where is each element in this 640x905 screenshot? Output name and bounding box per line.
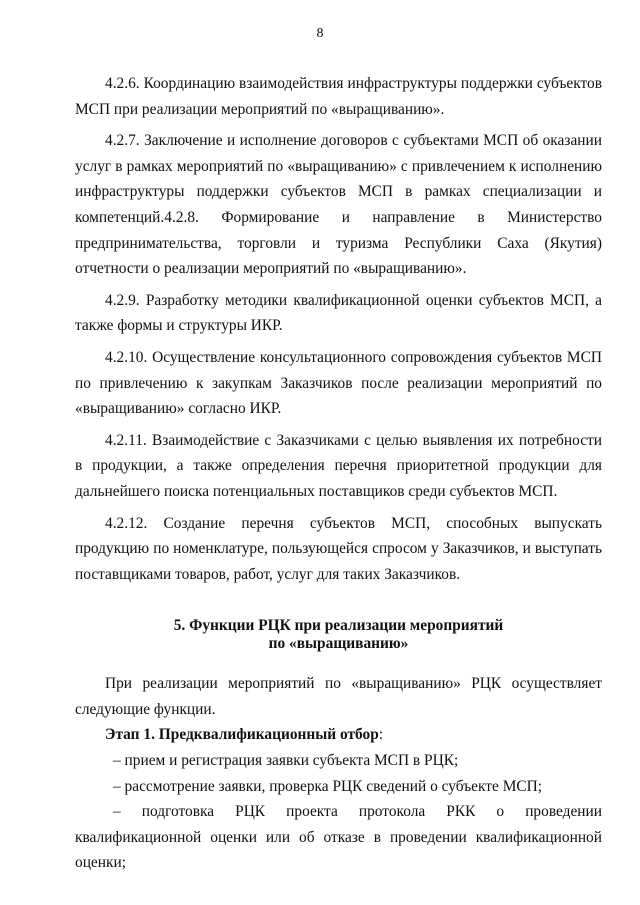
stage-title: Этап 1. Предквалификационный отбор — [105, 726, 379, 744]
section-heading-line1: 5. Функции РЦК при реализации мероприятий — [173, 617, 504, 635]
function-item: – подготовка РЦК проекта протокола РКК о проведении квалификационной оценки или об отказе в проведении квалификационной оценки; — [75, 803, 602, 872]
section-heading-line2: по «выращиванию» — [268, 635, 409, 653]
paragraph-4-2-12: 4.2.12. Создание перечня субъектов МСП, способных выпускать продукцию по номенклатуре, пользующейся спросом у Заказчиков, и выступать поставщиками товаров, работ, услуг для таких Заказчиков. — [75, 514, 602, 583]
stage-colon: : — [378, 726, 384, 744]
function-item: – прием и регистрация заявки субъекта МСП в РЦК; — [113, 752, 459, 770]
document-body — [75, 71, 602, 876]
section-intro: При реализации мероприятий по «выращиванию» РЦК осуществляет следующие функции. — [75, 675, 602, 718]
stage-heading — [75, 722, 602, 748]
section-heading — [75, 617, 602, 653]
function-item: – рассмотрение заявки, проверка РЦК сведений о субъекте МСП; — [113, 777, 543, 795]
paragraph-4-2-6: 4.2.6. Координацию взаимодействия инфраструктуры поддержки субъектов МСП при реализации мероприятий по «выращиванию». — [75, 75, 602, 118]
paragraph-4-2-9: 4.2.9. Разработку методики квалификационной оценки субъектов МСП, а также формы и структуры ИКР. — [75, 291, 602, 335]
paragraph-4-2-11: 4.2.11. Взаимодействие с Заказчиками с целью выявления их потребности в продукции, а также определения перечня приоритетной продукции для дальнейшего поиска потенциальных поставщиков среди субъектов МСП. — [75, 431, 602, 500]
page-number: 8 — [316, 26, 324, 41]
paragraph-4-2-7: 4.2.7. Заключение и исполнение договоров с субъектами МСП об оказании услуг в рамках мероприятий по «выращиванию» с привлечением к исполнению инфраструктуры поддержки субъектов МСП в рамках специализации и компетенций.4.2.8. Формирование и направление в Министерство предпринимательства, торговли и туризма Республики Саха (Якутия) отчетности о реализации мероприятий по «выращиванию». — [75, 132, 602, 278]
paragraph-4-2-10: 4.2.10. Осуществление консультационного сопровождения субъектов МСП по привлечению к закупкам Заказчиков после реализации мероприятий по «выращиванию» согласно ИКР. — [75, 348, 602, 418]
